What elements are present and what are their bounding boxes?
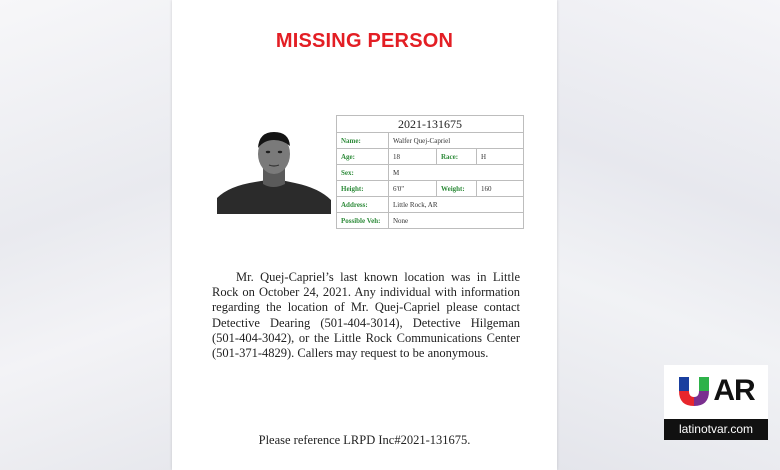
height-value: 6'0" [389,181,437,197]
logo-ar-text: AR [713,374,755,407]
flyer-title: MISSING PERSON [275,30,454,52]
weight-label: Weight: [437,181,477,197]
case-number: 2021-131675 [337,116,524,133]
name-value: Walfer Quej-Capriel [389,133,524,149]
vehicle-value: None [389,213,524,229]
person-photo [217,128,331,214]
height-label: Height: [337,181,389,197]
vehicle-label: Possible Veh: [337,213,389,229]
race-value: H [477,149,524,165]
logo-mark [664,365,768,417]
flyer-body-text: Mr. Quej-Capriel’s last known location was in Little Rock on October 24, 2021. Any individual with information regarding the location of Mr. Quej-Capriel please contact Detective Dearing (501-404-3014), Detective Hilgeman (501-404-3042), or the Little Rock Communications Center (501-371-4829). Callers may request to be anonymous. [212,270,520,361]
sex-label: Sex: [337,165,389,181]
person-info-table [336,115,524,229]
univision-arkansas-logo [664,365,768,440]
background-left [0,0,172,470]
flyer-footer-reference: Please reference LRPD Inc#2021-131675. [258,433,471,447]
address-value: Little Rock, AR [389,197,524,213]
age-label: Age: [337,149,389,165]
sex-value: M [389,165,524,181]
logo-site-url: latinotvar.com [664,419,768,440]
name-label: Name: [337,133,389,149]
address-label: Address: [337,197,389,213]
age-value: 18 [389,149,437,165]
race-label: Race: [437,149,477,165]
weight-value: 160 [477,181,524,197]
missing-person-flyer [172,0,557,470]
univision-u-icon [677,375,711,407]
